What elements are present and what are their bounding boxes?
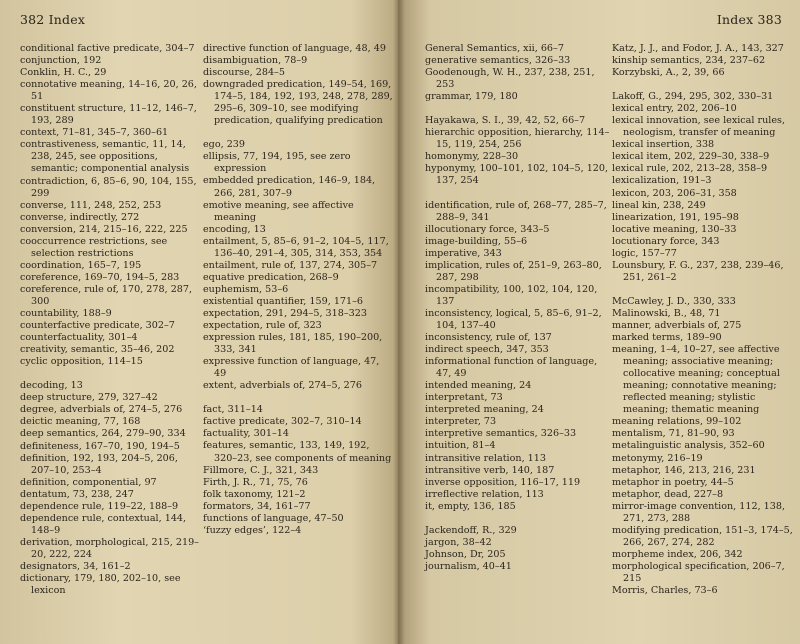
index-entry: contrastiveness, semantic, 11, 14, 238, 245, see oppositions, semantic; componential analysis <box>20 139 190 175</box>
index-entry: encoding, 13 <box>203 223 266 235</box>
index-entry: discourse, 284–5 <box>203 67 285 79</box>
index-entry: Korzybski, A., 2, 39, 66 <box>612 67 725 79</box>
index-entry: Lakoff, G., 294, 295, 302, 330–31 <box>612 91 774 103</box>
index-entry: Jackendoff, R., 329 <box>425 524 517 536</box>
index-entry: factuality, 301–14 <box>203 428 289 440</box>
index-entry: expectation, rule of, 323 <box>203 320 322 332</box>
index-entry: expressive function of language, 47, 49 <box>203 356 380 380</box>
index-entry: locutionary force, 343 <box>612 235 720 247</box>
index-entry: Firth, J. R., 71, 75, 76 <box>203 476 308 488</box>
index-entry: inconsistency, rule of, 137 <box>425 332 552 344</box>
index-entry: linearization, 191, 195–98 <box>612 211 739 223</box>
index-entry: directive function of language, 48, 49 <box>203 43 386 54</box>
index-entry: coordination, 165–7, 195 <box>20 259 142 271</box>
left-page <box>0 0 398 644</box>
index-entry: euphemism, 53–6 <box>203 283 289 295</box>
index-entry: intuition, 81–4 <box>425 440 496 452</box>
index-entry: journalism, 40–41 <box>425 560 512 572</box>
index-entry: conditional factive predicate, 304–7 <box>20 43 195 54</box>
index-entry: converse, 111, 248, 252, 253 <box>20 199 162 211</box>
book-gutter <box>393 0 405 644</box>
index-entry: informational function of language, 47, 49 <box>425 356 598 380</box>
index-entry: coreference, 169–70, 194–5, 283 <box>20 271 180 283</box>
index-entry: Morris, Charles, 73–6 <box>612 585 718 597</box>
index-column-2 <box>203 43 393 537</box>
index-entry: connotative meaning, 14–16, 20, 26, 51 <box>20 79 197 103</box>
index-entry: countability, 188–9 <box>20 308 112 320</box>
index-entry: functions of language, 47–50 <box>203 512 344 524</box>
index-entry: General Semantics, xii, 66–7 <box>425 43 564 54</box>
index-entry: McCawley, J. D., 330, 333 <box>612 295 736 307</box>
index-column-4 <box>612 43 794 597</box>
index-entry: interpretant, 73 <box>425 392 503 404</box>
index-entry: intransitive relation, 113 <box>425 452 546 464</box>
index-entry: dependence rule, contextual, 144, 148–9 <box>20 512 187 536</box>
index-entry: cooccurrence restrictions, see selection restrictions <box>20 235 168 259</box>
index-entry: intended meaning, 24 <box>425 380 532 392</box>
index-entry: marked terms, 189–90 <box>612 332 722 344</box>
index-entry: hyponymy, 100–101, 102, 104–5, 120, 137, 254 <box>425 163 609 187</box>
index-entry: emotive meaning, see affective meaning <box>203 199 354 223</box>
index-entry: modifying predication, 151–3, 174–5, 266, 267, 274, 282 <box>612 524 793 548</box>
index-entry: entailment, 5, 85–6, 91–2, 104–5, 117, 136–40, 291–4, 305, 314, 353, 354 <box>203 235 389 259</box>
index-entry: factive predicate, 302–7, 310–14 <box>203 416 362 428</box>
index-entry: kinship semantics, 234, 237–62 <box>612 55 766 67</box>
index-entry: ellipsis, 77, 194, 195, see zero expression <box>203 151 351 175</box>
index-entry: downgraded predication, 149–54, 169, 174–5, 184, 192, 193, 248, 278, 289, 295–6, 309–10, see modifying predication, qualifying predication <box>203 79 393 127</box>
index-entry: counterfactive predicate, 302–7 <box>20 320 175 332</box>
index-entry: context, 71–81, 345–7, 360–61 <box>20 127 169 139</box>
index-entry: fact, 311–14 <box>203 404 263 416</box>
index-entry: cyclic opposition, 114–15 <box>20 356 143 368</box>
index-entry: definiteness, 167–70, 190, 194–5 <box>20 440 180 452</box>
index-entry: folk taxonomy, 121–2 <box>203 488 306 500</box>
index-entry: counterfactuality, 301–4 <box>20 332 138 344</box>
index-entry: logic, 157–77 <box>612 247 677 259</box>
index-entry: Lounsbury, F. G., 237, 238, 239–46, 251, 261–2 <box>612 259 784 283</box>
index-entry: coreference, rule of, 170, 278, 287, 300 <box>20 283 193 307</box>
index-entry: manner, adverbials of, 275 <box>612 319 742 331</box>
index-entry: image-building, 55–6 <box>425 235 528 247</box>
index-entry: definition, componential, 97 <box>20 476 157 488</box>
index-entry: contradiction, 6, 85–6, 90, 104, 155, 299 <box>20 175 197 199</box>
index-entry: mentalism, 71, 81–90, 93 <box>612 428 735 440</box>
index-entry: implication, rules of, 251–9, 263–80, 287, 298 <box>425 259 602 283</box>
index-entry: existential quantifier, 159, 171–6 <box>203 295 364 307</box>
index-entry: Fillmore, C. J., 321, 343 <box>203 464 319 476</box>
index-entry: degree, adverbials of, 274–5, 276 <box>20 404 183 416</box>
index-entry: illocutionary force, 343–5 <box>425 223 550 235</box>
index-entry: Malinowski, B., 48, 71 <box>612 307 721 319</box>
index-entry: it, empty, 136, 185 <box>425 500 516 512</box>
index-entry: expression rules, 181, 185, 190–200, 333, 341 <box>203 332 383 356</box>
index-entry: formators, 34, 161–77 <box>203 500 311 512</box>
index-entry: lexical insertion, 338 <box>612 139 715 151</box>
index-entry: ‘fuzzy edges’, 122–4 <box>203 524 302 536</box>
index-entry: metaphor, dead, 227–8 <box>612 488 724 500</box>
index-entry: disambiguation, 78–9 <box>203 55 308 67</box>
index-entry: indirect speech, 347, 353 <box>425 344 549 356</box>
index-entry: embedded predication, 146–9, 184, 266, 281, 307–9 <box>203 175 376 199</box>
index-entry: features, semantic, 133, 149, 192, 320–23, see components of meaning <box>203 440 392 464</box>
right-page-header: Index 383 <box>716 12 782 27</box>
index-column-3 <box>425 43 615 573</box>
index-entry: intransitive verb, 140, 187 <box>425 464 555 476</box>
index-entry: hierarchic opposition, hierarchy, 114–15, 119, 254, 256 <box>425 127 610 151</box>
index-entry: dentatum, 73, 238, 247 <box>20 488 134 500</box>
index-entry: lexical rule, 202, 213–28, 358–9 <box>612 163 768 175</box>
index-entry: lexical innovation, see lexical rules, neologism, transfer of meaning <box>612 115 786 139</box>
index-entry: locative meaning, 130–33 <box>612 223 737 235</box>
index-entry: definition, 192, 193, 204–5, 206, 207–10, 253–4 <box>20 452 178 476</box>
index-entry: lexicon, 203, 206–31, 358 <box>612 187 737 199</box>
index-entry: dictionary, 179, 180, 202–10, see lexicon <box>20 573 181 597</box>
index-entry: designators, 34, 161–2 <box>20 560 131 572</box>
index-entry: derivation, morphological, 215, 219–20, 222, 224 <box>20 536 199 560</box>
index-entry: deep structure, 279, 327–42 <box>20 392 158 404</box>
index-entry: lexicalization, 191–3 <box>612 175 712 187</box>
index-entry: metalinguistic analysis, 352–60 <box>612 440 765 452</box>
index-entry: lexical item, 202, 229–30, 338–9 <box>612 151 770 163</box>
index-entry: dependence rule, 119–22, 188–9 <box>20 500 179 512</box>
left-page-header: 382 Index <box>20 12 86 27</box>
index-entry: lexical entry, 202, 206–10 <box>612 103 737 115</box>
index-entry: identification, rule of, 268–77, 285–7, 288–9, 341 <box>425 199 607 223</box>
index-entry: jargon, 38–42 <box>425 536 492 548</box>
index-entry: conversion, 214, 215–16, 222, 225 <box>20 223 188 235</box>
index-entry: meaning relations, 99–102 <box>612 416 742 428</box>
index-entry: grammar, 179, 180 <box>425 91 518 103</box>
index-entry: homonymy, 228–30 <box>425 151 519 163</box>
index-entry: extent, adverbials of, 274–5, 276 <box>203 380 362 392</box>
index-entry: interpreter, 73 <box>425 416 497 428</box>
index-entry: Johnson, Dr, 205 <box>425 548 506 560</box>
index-entry: meaning, 1–4, 10–27, see affective meaning; associative meaning; collocative meaning; conceptual meaning; connotative meaning; reflected meaning; stylistic meaning; thematic meaning <box>612 344 780 416</box>
index-entry: imperative, 343 <box>425 247 502 259</box>
index-entry: conjunction, 192 <box>20 55 102 67</box>
index-entry: equative predication, 268–9 <box>203 271 339 283</box>
index-entry: lineal kin, 238, 249 <box>612 199 706 211</box>
index-entry: constituent structure, 11–12, 146–7, 193, 289 <box>20 103 197 127</box>
index-entry: metaphor in poetry, 44–5 <box>612 476 734 488</box>
index-entry: inverse opposition, 116–17, 119 <box>425 476 581 488</box>
index-entry: interpretive semantics, 326–33 <box>425 428 577 440</box>
index-entry: expectation, 291, 294–5, 318–323 <box>203 307 367 319</box>
index-entry: Conklin, H. C., 29 <box>20 67 107 79</box>
index-entry: converse, indirectly, 272 <box>20 211 140 223</box>
index-entry: morpheme index, 206, 342 <box>612 548 743 560</box>
index-column-1 <box>20 43 202 597</box>
index-entry: inconsistency, logical, 5, 85–6, 91–2, 104, 137–40 <box>425 307 602 331</box>
index-entry: Hayakawa, S. I., 39, 42, 52, 66–7 <box>425 115 586 127</box>
index-entry: irreflective relation, 113 <box>425 488 544 500</box>
index-entry: interpreted meaning, 24 <box>425 404 544 416</box>
index-entry: metaphor, 146, 213, 216, 231 <box>612 464 756 476</box>
index-entry: morphological specification, 206–7, 215 <box>612 560 785 584</box>
index-entry: generative semantics, 326–33 <box>425 55 571 67</box>
index-entry: Katz, J. J., and Fodor, J. A., 143, 327 <box>612 43 784 54</box>
index-entry: mirror-image convention, 112, 138, 271, 273, 288 <box>612 500 786 524</box>
index-entry: incompatibility, 100, 102, 104, 120, 137 <box>425 283 598 307</box>
index-entry: metonymy, 216–19 <box>612 452 703 464</box>
index-entry: entailment, rule of, 137, 274, 305–7 <box>203 259 378 271</box>
index-entry: Goodenough, W. H., 237, 238, 251, 253 <box>425 67 595 91</box>
index-entry: ego, 239 <box>203 139 246 151</box>
index-entry: decoding, 13 <box>20 380 83 392</box>
index-entry: deictic meaning, 77, 168 <box>20 416 141 428</box>
index-entry: creativity, semantic, 35–46, 202 <box>20 344 175 356</box>
index-entry: deep semantics, 264, 279–90, 334 <box>20 428 186 440</box>
